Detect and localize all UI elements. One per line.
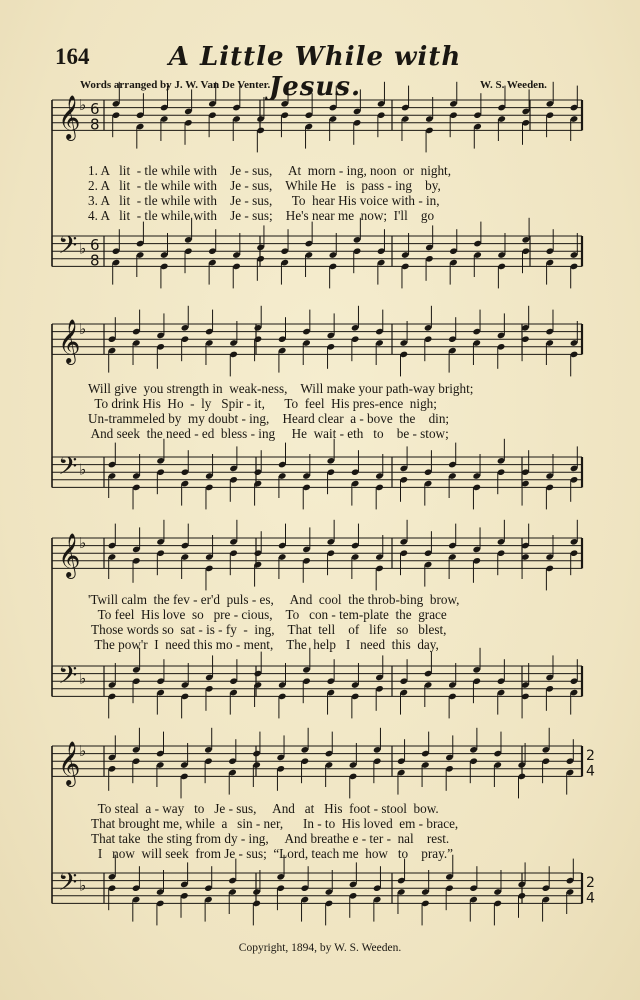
lyric-line: 4. A lit - tle while with Je - sus; He's near me now; I'll go	[88, 208, 435, 223]
lyric-line: 3. A lit - tle while with Je - sus, To hear His voice with - in,	[88, 193, 440, 208]
flat-sign-icon: ♭	[79, 239, 87, 258]
treble-clef-icon: 𝄞	[58, 319, 81, 363]
flat-sign-icon: ♭	[79, 460, 87, 479]
lyric-line: 'Twill calm the fev - er'd puls - es, And cool the throb-bing brow,	[88, 592, 460, 607]
time-signature-top: 6	[90, 236, 100, 255]
lyric-line: To feel His love so pre - cious, To con - tem-plate the grace	[88, 607, 447, 622]
lyric-line: To drink His Ho - ly Spir - it, To feel His pres-ence nigh;	[88, 396, 437, 411]
flat-sign-icon: ♭	[79, 319, 87, 338]
treble-clef-icon: 𝄞	[58, 533, 81, 577]
bass-clef-icon: 𝄢	[58, 452, 78, 487]
lyric-line: 2. A lit - tle while with Je - sus, While He is pass - ing by,	[88, 178, 441, 193]
lyric-line: And seek the need - ed bless - ing He wait - eth to be - stow;	[88, 426, 449, 441]
time-signature-bottom: 4	[586, 763, 595, 780]
flat-sign-icon: ♭	[79, 669, 87, 688]
treble-clef-icon: 𝄞	[58, 741, 81, 785]
lyric-line: To steal a - way to Je - sus, And at His foot - stool bow.	[88, 801, 439, 816]
time-signature-bottom: 8	[90, 251, 100, 270]
time-signature-top: 6	[90, 100, 100, 119]
music-credit: W. S. Weeden.	[480, 79, 547, 91]
time-signature-top: 2	[586, 748, 595, 765]
bass-clef-icon: 𝄢	[58, 868, 78, 903]
lyric-line: Un-trammeled by my doubt - ing, Heard clear a - bove the din;	[88, 411, 450, 426]
treble-clef-icon: 𝄞	[58, 95, 81, 139]
flat-sign-icon: ♭	[79, 876, 87, 895]
time-signature-top: 2	[586, 875, 595, 892]
lyric-line: The pow'r I need this mo - ment, The help I need this day,	[88, 637, 439, 652]
bass-clef-icon: 𝄢	[58, 661, 78, 696]
flat-sign-icon: ♭	[79, 95, 87, 114]
time-signature-bottom: 8	[90, 115, 100, 134]
lyric-line: Those words so sat - is - fy - ing, That tell of life so blest,	[88, 622, 447, 637]
lyric-line: 1. A lit - tle while with Je - sus, At morn - ing, noon or night,	[88, 163, 452, 178]
time-signature-bottom: 4	[586, 890, 595, 907]
bass-clef-icon: 𝄢	[58, 231, 78, 266]
lyric-line: Will give you strength in weak-ness, Will make your path-way bright;	[88, 381, 474, 396]
lyric-line: That take the sting from dy - ing, And breathe e - ter - nal rest.	[88, 831, 450, 846]
hymn-number: 164	[55, 44, 90, 69]
copyright-notice: Copyright, 1894, by W. S. Weeden.	[238, 942, 402, 954]
lyric-line: I now will seek from Je - sus; “Lord, teach me how to pray.”	[88, 846, 454, 861]
flat-sign-icon: ♭	[79, 741, 87, 760]
hymn-title: A Little While with Jesus.	[168, 42, 462, 102]
flat-sign-icon: ♭	[79, 533, 87, 552]
words-credit: Words arranged by J. W. Van De Venter.	[80, 79, 271, 91]
lyric-line: That brought me, while a sin - ner, In - to His loved em - brace,	[88, 816, 459, 831]
